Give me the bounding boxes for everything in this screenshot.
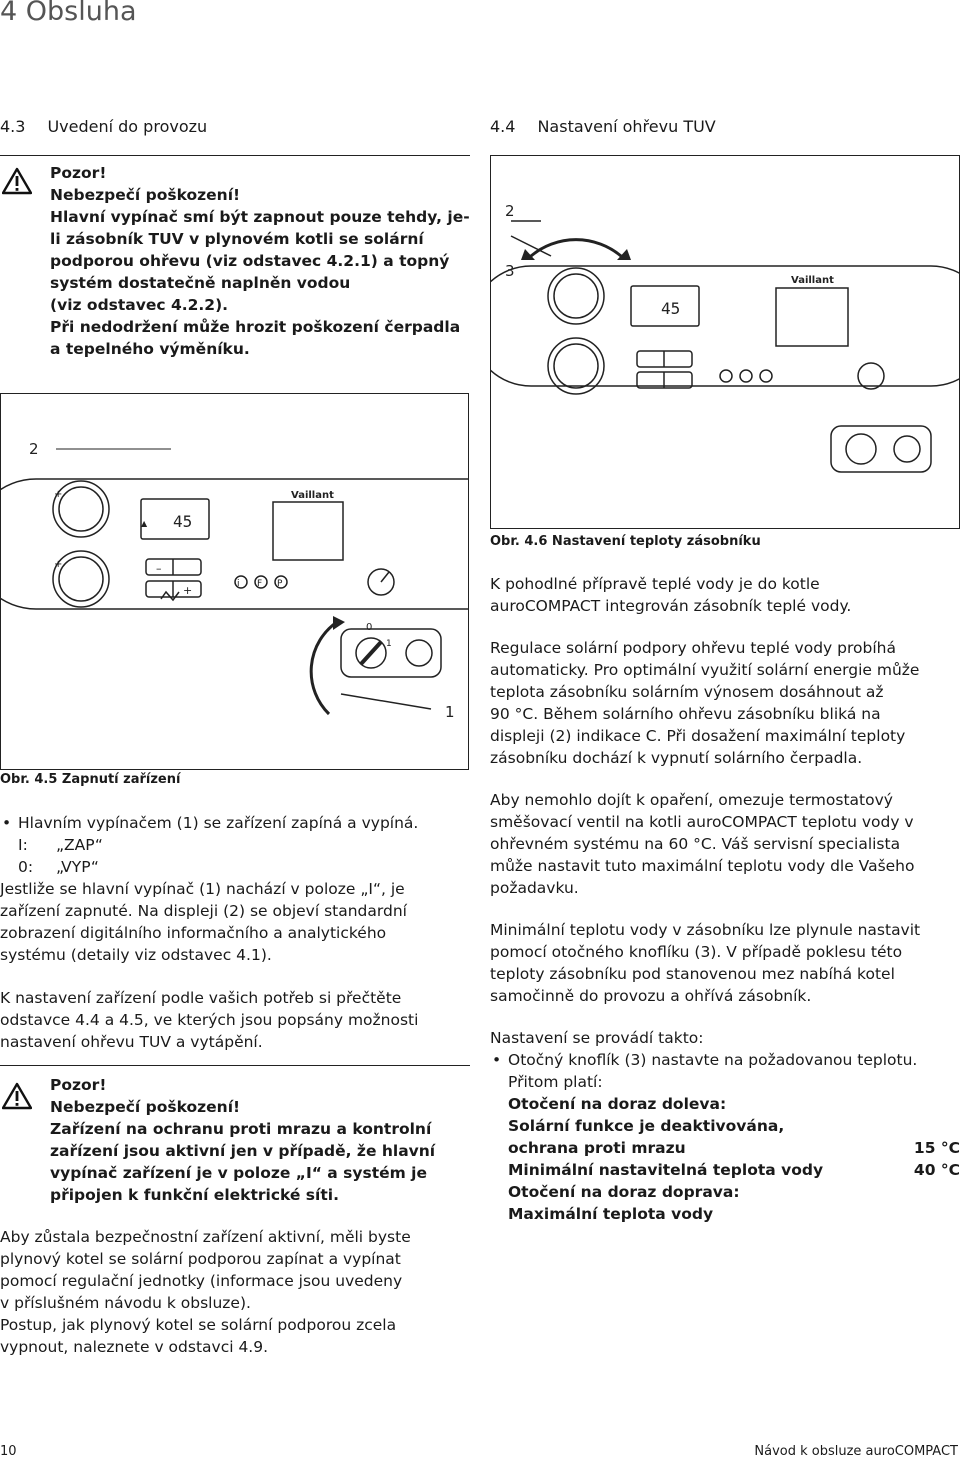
- display-value: 45: [173, 512, 193, 531]
- warning-line: zařízení jsou aktivní jen v případě, že hlavní: [50, 1142, 436, 1160]
- setting-value: 40 °C: [913, 1161, 960, 1179]
- info-button: i: [237, 579, 240, 589]
- setting-row: [508, 1159, 960, 1181]
- display-icons: ▲: [141, 519, 148, 528]
- paragraph-line: auroCOMPACT integrován zásobník teplé vody.: [490, 597, 852, 615]
- paragraph-line: automaticky. Pro optimální využití solární energie může: [490, 661, 920, 679]
- warning-line: Hlavní vypínač smí být zapnout pouze tehdy, je-: [50, 208, 470, 226]
- paragraph-line: Minimální teplotu vody v zásobníku lze plynule nastavit: [490, 921, 921, 939]
- warning-block-2: [50, 1074, 470, 1206]
- boiler-panel-dial-illustration: [491, 156, 959, 528]
- figure-caption: Obr. 4.6 Nastavení teploty zásobníku: [490, 534, 761, 549]
- paragraph-line: K pohodlné přípravě teplé vody je do kotle: [490, 575, 820, 593]
- paragraph-line: zobrazení digitálního informačního a analytického: [0, 924, 387, 942]
- knob-plus: +: [54, 489, 63, 500]
- paragraph-line: Nastavení se provádí takto:: [490, 1029, 704, 1047]
- setting-label: Solární funkce je deaktivována,: [508, 1117, 785, 1135]
- paragraph-line: plynový kotel se solární podporou zapínat a vypínat: [0, 1250, 401, 1268]
- warning-line: vypínač zařízení je v poloze „I“ a systém je: [50, 1164, 428, 1182]
- document-title: Návod k obsluze auroCOMPACT: [754, 1444, 958, 1459]
- warning-line: a tepelného výměníku.: [50, 340, 250, 358]
- figure-caption: Obr. 4.5 Zapnutí zařízení: [0, 772, 181, 787]
- paragraph-line: Regulace solární podpory ohřevu teplé vody probíhá: [490, 639, 896, 657]
- paragraph-line: pomocí regulační jednotky (informace jsou uvedeny: [0, 1272, 403, 1290]
- setting-label: ochrana proti mrazu: [508, 1139, 686, 1157]
- setting-value: 15 °C: [913, 1139, 960, 1157]
- warning-line: podporou ohřevu (viz odstavec 4.2.1) a topný: [50, 252, 450, 270]
- paragraph-line: nastavení ohřevu TUV a vytápění.: [0, 1033, 263, 1051]
- f-button: F: [257, 579, 263, 589]
- bullet-item: • Hlavním vypínačem (1) se zařízení zapíná a vypíná.: [0, 812, 470, 834]
- warning-icon: [2, 167, 32, 195]
- warning-subtitle: Nebezpečí poškození!: [50, 186, 241, 204]
- brand-logo: Vaillant: [291, 490, 334, 501]
- display-value: 45: [661, 299, 681, 318]
- setting-row: [508, 1093, 960, 1115]
- brand-logo: Vaillant: [791, 275, 834, 286]
- divider: [0, 1065, 470, 1066]
- paragraph-line: v příslušném návodu k obsluze).: [0, 1294, 251, 1312]
- bullet-item: • Otočný knoflík (3) nastavte na požadovanou teplotu.: [490, 1049, 960, 1071]
- state-value: „VYP“: [56, 858, 99, 876]
- paragraph-line: zařízení zapnuté. Na displeji (2) se objeví standardní: [0, 902, 407, 920]
- callout-1: 1: [445, 703, 455, 721]
- boiler-panel-illustration: [1, 394, 468, 769]
- setting-row: [508, 1137, 960, 1159]
- warning-line: Při nedodržení může hrozit poškození čerpadla: [50, 318, 461, 336]
- warning-title: Pozor!: [50, 1076, 107, 1094]
- setting-label: Minimální nastavitelná teplota vody: [508, 1161, 824, 1179]
- section-title: Uvedení do provozu: [47, 117, 208, 136]
- knob-plus: +: [54, 559, 63, 570]
- paragraph-line: požadavku.: [490, 879, 579, 897]
- minus-label: –: [156, 562, 162, 575]
- paragraph-line: teplota zásobníku solárním výnosem dosáhnout až: [490, 683, 884, 701]
- paragraph-line: pomocí otočného knoflíku (3). V případě poklesu této: [490, 943, 903, 961]
- section-heading-4-4: [490, 117, 960, 136]
- warning-line: (viz odstavec 4.2.2).: [50, 296, 229, 314]
- figure-4-6: [490, 155, 960, 529]
- figure-4-5: [0, 393, 469, 770]
- paragraph-line: Aby nemohlo dojít k opaření, omezuje termostatový: [490, 791, 893, 809]
- paragraph-line: 90 °C. Během solárního ohřevu zásobníku bliká na: [490, 705, 881, 723]
- paragraph-line: samočinně do provozu a ohřívá zásobník.: [490, 987, 812, 1005]
- paragraph-line: Aby zůstala bezpečnostní zařízení aktivní, měli byste: [0, 1228, 411, 1246]
- plus-label: +: [183, 584, 193, 597]
- paragraph-line: zásobníku dochází k vypnutí solárního čerpadla.: [490, 749, 863, 767]
- setting-row: [508, 1203, 960, 1225]
- paragraph-line: systému (detaily viz odstavec 4.1).: [0, 946, 272, 964]
- state-value: „ZAP“: [56, 836, 103, 854]
- warning-subtitle: Nebezpečí poškození!: [50, 1098, 241, 1116]
- paragraph-line: K nastavení zařízení podle vašich potřeb si přečtěte: [0, 989, 402, 1007]
- section-heading-4-3: [0, 117, 470, 136]
- warning-title: Pozor!: [50, 164, 107, 182]
- paragraph-line: Jestliže se hlavní vypínač (1) nachází v poloze „I“, je: [0, 880, 405, 898]
- divider: [0, 155, 470, 156]
- state-row: [0, 856, 470, 878]
- right-body: [490, 573, 960, 1225]
- warning-icon: [2, 1082, 32, 1110]
- applies-line: Přitom platí:: [508, 1073, 603, 1091]
- state-row: [0, 834, 470, 856]
- setting-label: Otočení na doraz doprava:: [508, 1183, 740, 1201]
- setting-label: Maximální teplota vody: [508, 1205, 714, 1223]
- callout-2: 2: [29, 440, 39, 458]
- paragraph-line: ohřevném systému na 60 °C. Váš servisní specialista: [490, 835, 901, 853]
- section-title: Nastavení ohřevu TUV: [537, 117, 716, 136]
- state-key: 0:: [18, 858, 34, 876]
- switch-one: 1: [386, 639, 392, 649]
- paragraph-line: odstavce 4.4 a 4.5, ve kterých jsou popsány možnosti: [0, 1011, 419, 1029]
- left-closing-text: [0, 1226, 470, 1358]
- paragraph-line: může nastavit tuto maximální teplotu vody dle Vašeho: [490, 857, 915, 875]
- paragraph-line: displeji (2) indikace C. Při dosažení maximální teploty: [490, 727, 906, 745]
- warning-line: systém dostatečně naplněn vodou: [50, 274, 351, 292]
- setting-label: Otočení na doraz doleva:: [508, 1095, 727, 1113]
- p-button: P: [277, 579, 283, 589]
- settings-table: [490, 1093, 960, 1225]
- left-body: [0, 812, 470, 1053]
- setting-row: [508, 1181, 960, 1203]
- warning-line: připojen k funkční elektrické síti.: [50, 1186, 339, 1204]
- setting-row: [508, 1115, 960, 1137]
- paragraph-line: směšovací ventil na kotli auroCOMPACT teplotu vody v: [490, 813, 914, 831]
- paragraph-line: teploty zásobníku pod stanovenou mez nabíhá kotel: [490, 965, 895, 983]
- chapter-title: 4 Obsluha: [0, 0, 137, 27]
- paragraph-line: Postup, jak plynový kotel se solární podporou zcela: [0, 1316, 397, 1334]
- warning-line: li zásobník TUV v plynovém kotli se solární: [50, 230, 424, 248]
- paragraph-line: vypnout, naleznete v odstavci 4.9.: [0, 1338, 269, 1356]
- switch-zero: 0: [366, 622, 373, 633]
- callout-2: 2: [505, 202, 515, 220]
- section-number: 4.4: [490, 117, 516, 136]
- page-number: 10: [0, 1444, 17, 1459]
- state-key: I:: [18, 836, 28, 854]
- callout-3: 3: [505, 262, 515, 280]
- warning-block-1: [50, 162, 470, 360]
- section-number: 4.3: [0, 117, 26, 136]
- warning-line: Zařízení na ochranu proti mrazu a kontrolní: [50, 1120, 432, 1138]
